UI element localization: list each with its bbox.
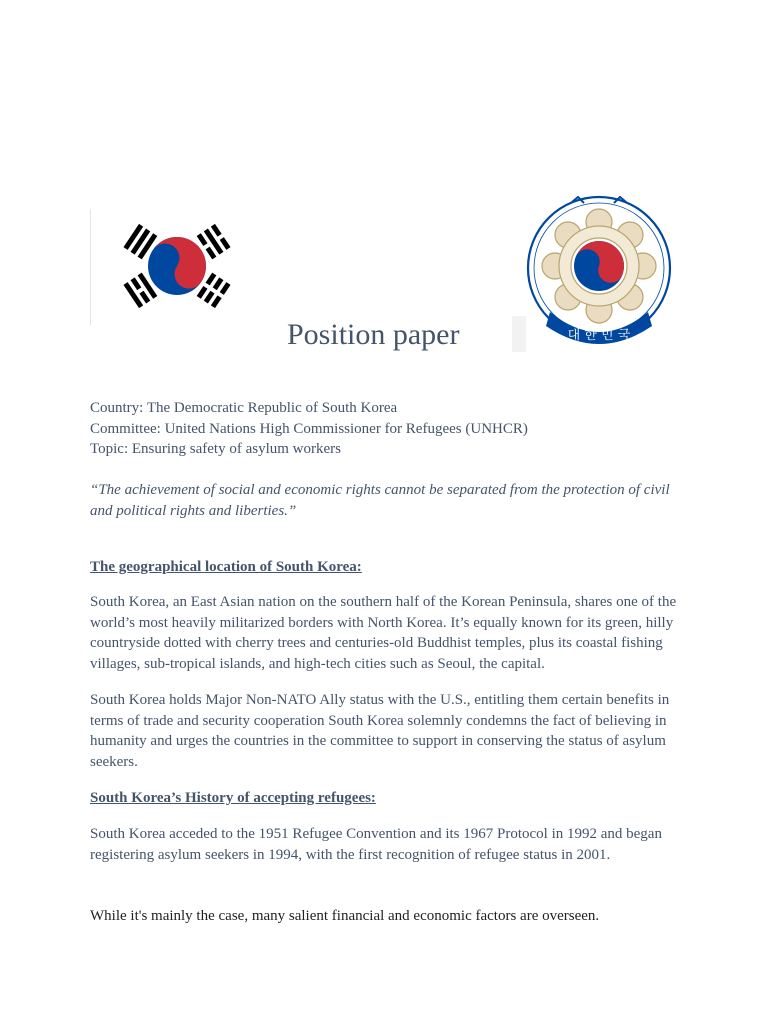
section-heading-geography: The geographical location of South Korea:: [90, 559, 362, 575]
section-heading-refugee-history: South Korea’s History of accepting refugees:: [90, 790, 376, 806]
committee-line: Committee: United Nations High Commissioner for Refugees (UNHCR): [90, 420, 528, 437]
paragraph-alliance: South Korea holds Major Non-NATO Ally status with the U.S., entitling them certain benefits in terms of trade and security cooperation South Korea solemnly condemns the fact of believing in humanity and urges the countries in the committee to support in conserving the status of asylum seekers.: [90, 692, 670, 770]
national-emblem-icon: [522, 194, 676, 352]
document-metadata: [90, 398, 528, 460]
paragraph-refugee-convention: South Korea acceded to the 1951 Refugee Convention and its 1967 Protocol in 1992 and began registering asylum seekers in 1994, with the first recognition of refugee status in 2001.: [90, 826, 662, 863]
topic-line: Topic: Ensuring safety of asylum workers: [90, 441, 341, 457]
paragraph-economic-factors: While it's mainly the case, many salient financial and economic factors are overseen.: [90, 908, 600, 924]
paragraph-geography: South Korea, an East Asian nation on the southern half of the Korean Peninsula, shares one of the world’s most heavily militarized borders with North Korea. It’s equally known for its green, hilly countryside dotted with cherry trees and centuries-old Buddhist temples, plus its coastal fishing villages, sub-tropical islands, and high-tech cities such as Seoul, the capital.: [90, 594, 677, 672]
epigraph-quote: “The achievement of social and economic rights cannot be separated from the protection of civil and political rights and liberties.”: [90, 482, 670, 519]
country-line: Country: The Democratic Republic of South Korea: [90, 400, 398, 416]
south-korea-flag-icon: [90, 209, 260, 325]
page-title: Position paper: [287, 318, 460, 351]
emblem-ribbon-text: 대 한 민 국: [567, 328, 631, 343]
